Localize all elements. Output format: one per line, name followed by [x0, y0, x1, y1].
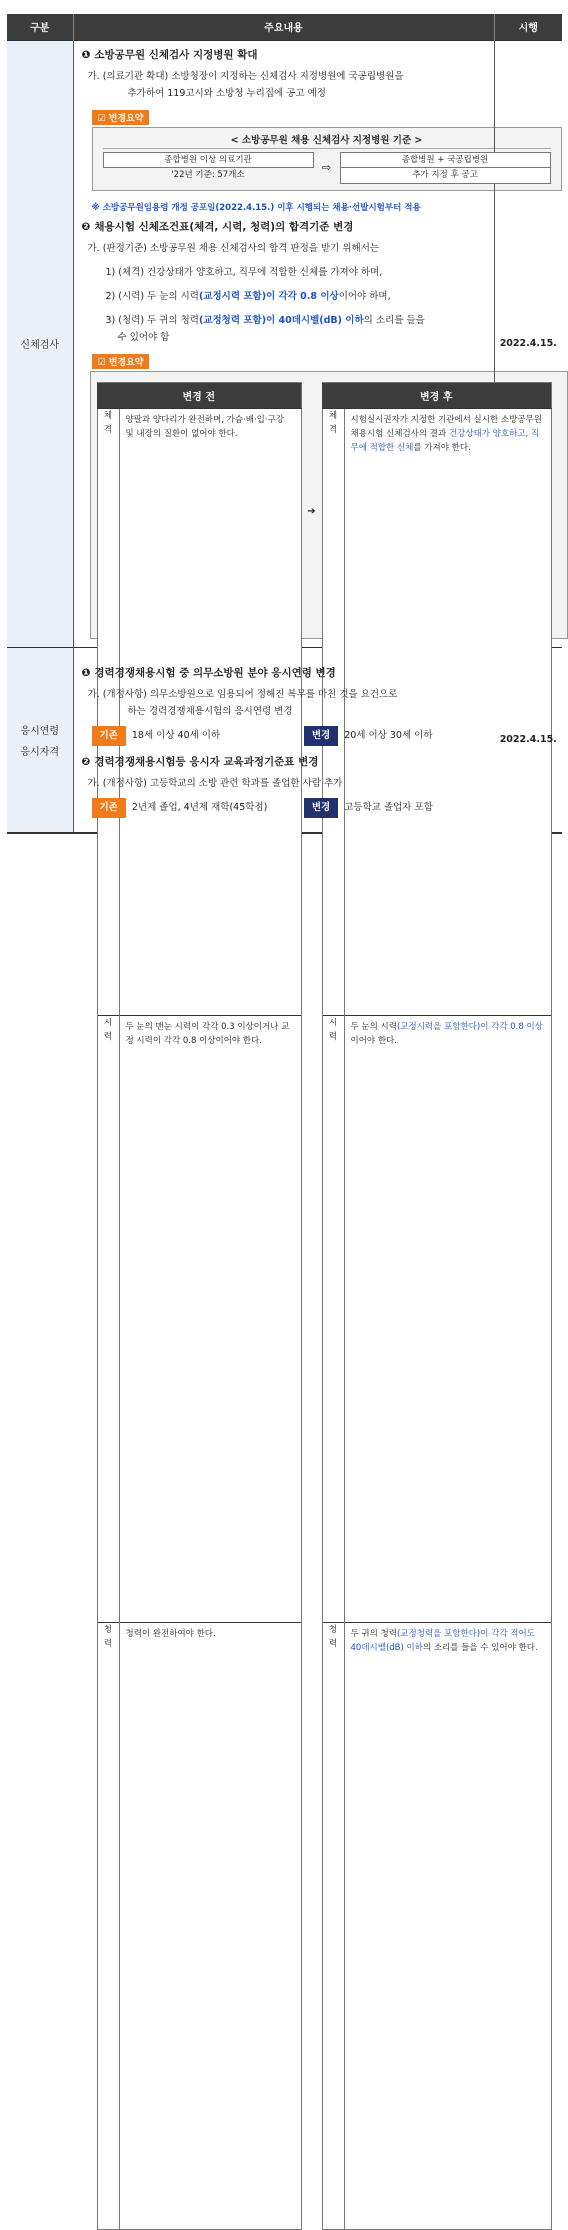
list-item-cont: 수 있어야 함 — [117, 331, 170, 343]
summary-tag: ☑ 변경요약 — [92, 110, 150, 125]
row-date: 2022.4.15. — [494, 40, 562, 647]
note: ※ 소방공무원임용령 개정 공포일(2022.4.15.) 이후 시행되는 채용·선발시험부터 적용 — [91, 202, 421, 213]
list-item: 2) (시력) 두 눈의 시력(교정시력 포함)이 각각 0.8 이상이어야 하며, — [105, 290, 391, 302]
row-label: 체 격 — [322, 408, 344, 1015]
section-title: ❶ 소방공무원 신체검사 지정병원 확대 — [81, 48, 258, 61]
section-title: ❷ 경력경쟁채용시험등 응시자 교육과정기준표 변경 — [81, 755, 319, 768]
arrow-icon: ➔ — [307, 505, 316, 517]
new-tag: 변경 — [304, 726, 338, 746]
row-text: 시험실시권자가 지정한 기관에서 실시한 소방공무원 채용시험 신체검사의 결과 건강상태가 양호하고, 직무에 적합한 신체를 가져야 한다. — [344, 408, 551, 1015]
after-cell: 추가 지정 후 공고 — [340, 168, 551, 184]
section-title: ❶ 경력경쟁채용시험 중 의무소방원 분야 응시연령 변경 — [81, 666, 336, 679]
table-row — [322, 1622, 551, 2229]
row-category: 신체검사 — [7, 40, 73, 647]
before-table — [97, 382, 302, 2230]
row-date: 2022.4.15. — [494, 647, 562, 833]
table-row — [322, 1015, 551, 1622]
box-title: < 소방공무원 채용 신체검사 지정병원 기준 > — [103, 132, 551, 149]
new-tag: 변경 — [304, 798, 338, 818]
table-row — [7, 40, 562, 647]
list-item: 3) (청력) 두 귀의 청력(교정청력 포함)이 40데시벨(dB) 이하의 소리를 들을 — [105, 314, 425, 326]
old-tag: 기존 — [92, 798, 126, 818]
table-header — [7, 14, 562, 40]
table-row — [322, 408, 551, 1015]
list-item: 1) (체격) 건강상태가 양호하고, 직무에 적합한 신체를 가져야 하며, — [105, 266, 383, 278]
row-label: 시 력 — [97, 1015, 119, 1622]
paragraph: 가. (의료기관 확대) 소방청장이 지정하는 신체검사 지정병원에 국공립병원을 — [87, 70, 404, 82]
row-text: 청력이 완전하여야 한다. — [119, 1622, 301, 2229]
new-value: 고등학교 졸업자 포함 — [344, 801, 433, 813]
row-text: 두 눈의 맨눈 시력이 각각 0.3 이상이거나 교정 시력이 각각 0.8 이상이어야 한다. — [119, 1015, 301, 1622]
row-label: 시 력 — [322, 1015, 344, 1622]
policy-table — [7, 14, 562, 1653]
change-line — [92, 726, 488, 746]
old-value: 2년제 졸업, 4년제 재학(45학점) — [131, 801, 268, 813]
row-label: 청 력 — [322, 1622, 344, 2229]
row-text: 양팔과 양다리가 완전하며, 가슴·배·입·구강 및 내장의 질환이 없어야 한다. — [119, 408, 301, 1015]
row-label: 청 력 — [97, 1622, 119, 2229]
arrow-icon: ⇨ — [321, 161, 332, 174]
summary-box — [92, 127, 562, 191]
header-category: 구분 — [7, 14, 73, 40]
paragraph-cont: 추가하여 119고시와 소방청 누리집에 공고 예정 — [127, 87, 326, 99]
row-text: 두 귀의 청력(교정청력을 포함한다)이 각각 적어도 40데시벨(dB) 이하의 소리를 들을 수 있어야 한다. — [344, 1622, 551, 2229]
row-label: 체 격 — [97, 408, 119, 1015]
summary-tag: ☑ 변경요약 — [92, 354, 150, 369]
after-cell: 종합병원 + 국공립병원 — [340, 152, 551, 168]
paragraph: 가. (개정사항) 고등학교의 소방 관련 학과를 졸업한 사람 추가 — [87, 777, 343, 789]
before-cell: 종합병원 이상 의료기관 — [103, 152, 314, 168]
table-row — [97, 1015, 301, 1622]
row-category: 응시연령 응시자격 — [7, 647, 73, 833]
document-page — [7, 14, 562, 1653]
old-tag: 기존 — [92, 726, 126, 746]
change-line — [92, 798, 488, 818]
after-header: 변경 후 — [322, 382, 551, 408]
header-content: 주요내용 — [73, 14, 494, 40]
row-text: 두 눈의 시력(교정시력을 포함한다)이 각각 0.8 이상이어야 한다. — [344, 1015, 551, 1622]
header-date: 시행 — [494, 14, 562, 40]
before-header: 변경 전 — [97, 382, 301, 408]
paragraph: 가. (개정사항) 의무소방원으로 임용되어 정해진 복무를 마친 것을 요건으로 — [87, 688, 398, 700]
table-row — [97, 1622, 301, 2229]
before-cell: '22년 기준: 57개소 — [171, 169, 245, 180]
section-title: ❷ 채용시험 신체조건표(체격, 시력, 청력)의 합격기준 변경 — [81, 220, 354, 233]
old-value: 18세 이상 40세 이하 — [131, 729, 221, 741]
after-table — [322, 382, 552, 2230]
paragraph: 가. (판정기준) 소방공무원 채용 신체검사의 합격 판정을 받기 위해서는 — [87, 242, 380, 254]
paragraph-cont: 하는 경력경쟁채용시험의 응시연령 변경 — [127, 705, 293, 717]
new-value: 20세 이상 30세 이하 — [344, 729, 433, 741]
